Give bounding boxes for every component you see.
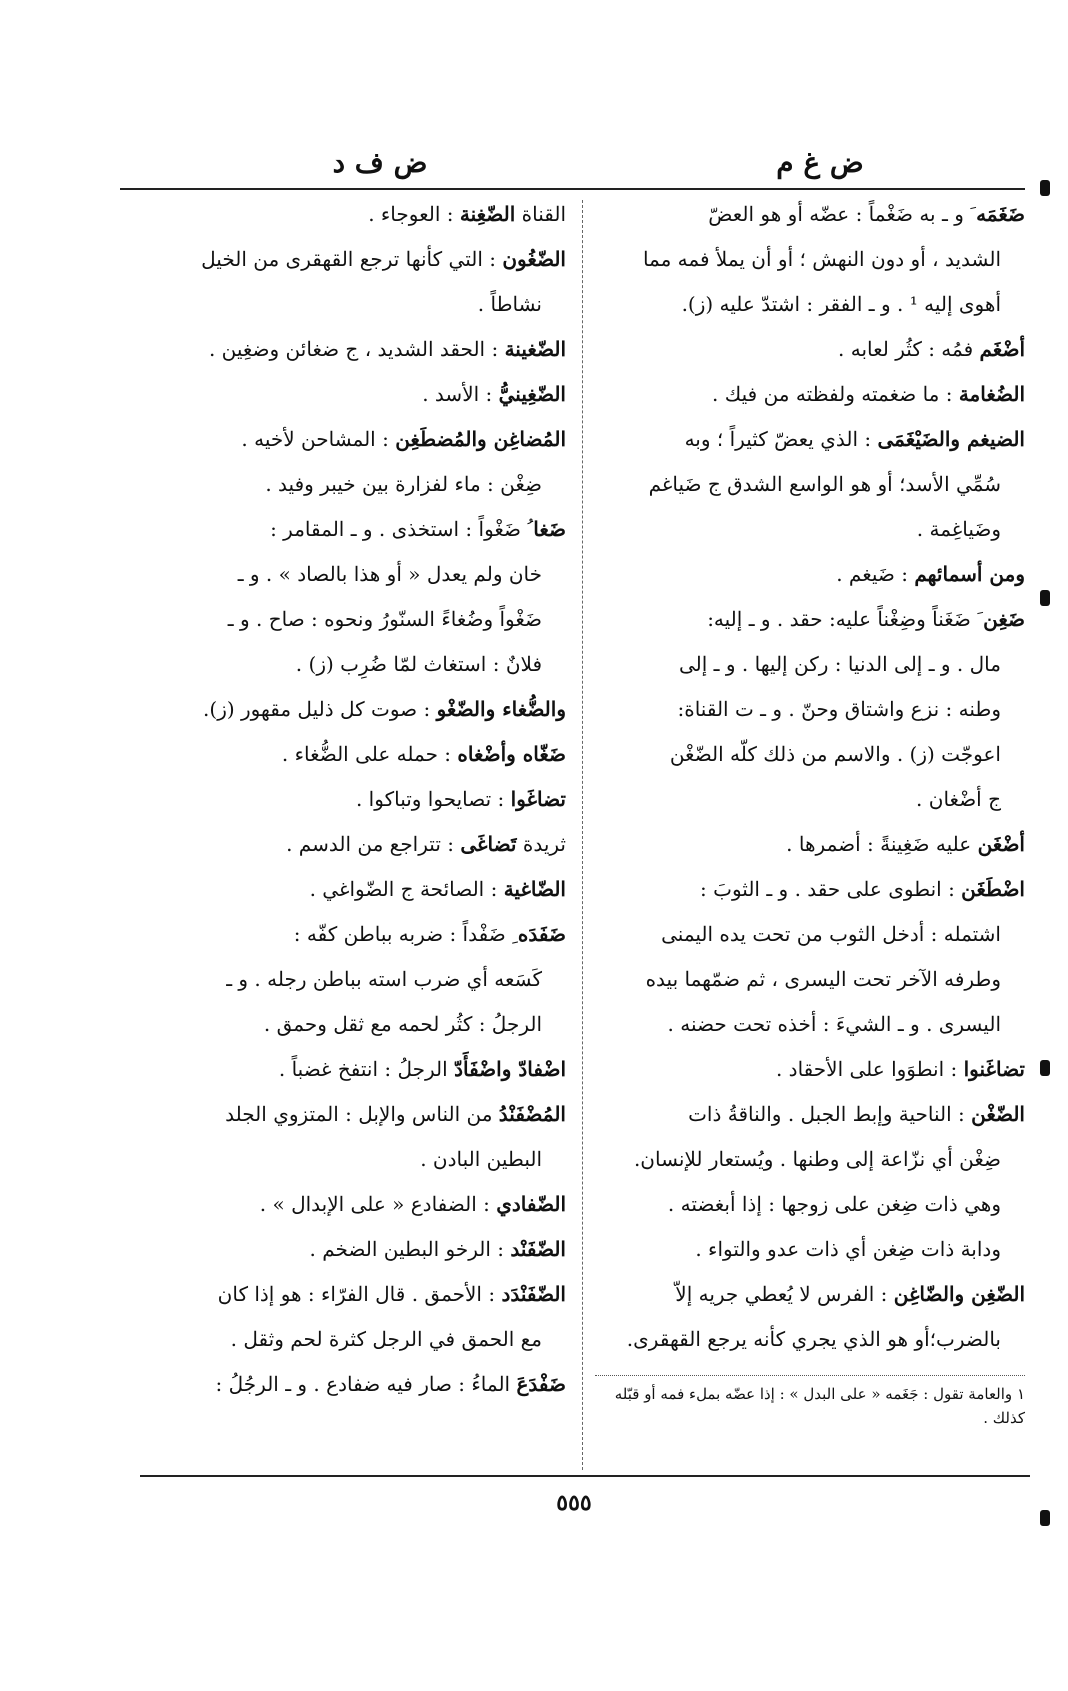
running-header-left: ض ف د [332,146,428,179]
entry-headword: اضْطَغَن [961,877,1025,901]
entry-text: من الناس والإبل : المتزوي الجلد [225,1102,499,1126]
margin-mark [1040,1510,1050,1526]
entry-text: القناة [515,202,566,226]
entry-headword: الضيغم والضَيْغَمَى [877,427,1025,451]
entry-headword: والضُّغاء والضّغْو [436,697,566,721]
entry-line [595,1092,1025,1137]
entry-text: وضَياغِمة . [916,517,1001,541]
entry-headword: الضّغِنة [459,202,516,226]
entry-line [138,192,566,237]
entry-text: : ما ضغمته ولفظته من فيك . [712,382,959,406]
entry-line [595,777,1025,822]
entry-line [595,642,1025,687]
entry-text: َ و ـ به ضَغْماً : عضّه أو هو العضّ [708,202,977,226]
entry-line [138,1047,566,1092]
entry-headword: ضَغّاه وأضْغاه [457,742,566,766]
margin-mark [1040,180,1050,196]
entry-line [595,687,1025,732]
entry-headword: الضّغِينيُّ [498,382,566,406]
entry-line [595,327,1025,372]
entry-headword: الضّغِن والضّاغِن [893,1282,1025,1306]
entry-line [138,777,566,822]
entry-headword: ضَفْدَعَ [516,1372,566,1396]
entry-line [138,1227,566,1272]
entry-text: سُمِّي الأسد؛ أو هو الواسع الشدق ج ضَياغم [648,472,1001,496]
footnote-rule [595,1375,1025,1376]
column-separator [582,200,583,1470]
entry-headword: تَضاغَى [460,832,517,856]
entry-text: الماءُ : صار فيه ضفادع . و ـ الرجُلُ : [215,1372,517,1396]
entry-text: : ضَيغم . [836,562,915,586]
entry-line [595,192,1025,237]
entry-headword: المُضْفَنْدُ [498,1102,566,1126]
right-column [595,192,1025,1362]
entry-text: ودابة ذات ضِغن أي ذات عدو والتواء . [695,1237,1001,1261]
footer-rule [140,1475,1030,1477]
entry-line [595,1227,1025,1272]
entry-line [138,1317,566,1362]
entry-headword: الضّفَنْدَد [501,1282,566,1306]
entry-text: اليسرى . و ـ الشيءَ : أخذه تحت حضنه . [667,1012,1001,1036]
entry-line [138,552,566,597]
entry-text: : المشاحن لأخيه . [241,427,396,451]
running-header-right: ض غ م [776,146,864,179]
entry-text: َ ضَغَناً وضِغْناً عليه: حقد . و ـ إليه: [707,607,984,631]
entry-line [595,237,1025,282]
footnote: ١ والعامة تقول : جَغَمه « على البدل » : إذا عضّه بملء فمه أو قبّله كذلك . [614,1385,1025,1427]
entry-headword: الضّاغية [503,877,566,901]
margin-mark [1040,1060,1050,1076]
entry-headword: ضَغا [533,517,566,541]
entry-line [138,912,566,957]
entry-line [138,327,566,372]
entry-text: ج أضْغان . [916,787,1001,811]
entry-line [595,552,1025,597]
entry-text: الرجلُ : انتفخ غضباً . [278,1057,455,1081]
entry-headword: اضْفادّ واضْفَأَدّ [454,1057,566,1081]
entry-line [595,957,1025,1002]
entry-line [138,732,566,777]
entry-line [138,1362,566,1407]
entry-line [595,822,1025,867]
entry-line [138,237,566,282]
entry-line [595,1137,1025,1182]
entry-text: ضِغْن : ماء لفزارة بين خيبر وفيد . [265,472,542,496]
entry-text: : العوجاء . [368,202,460,226]
entry-text: كَسَعه أي ضرب استه بباطن رجله . و ـ [226,967,542,991]
entry-headword: أضْغَن [977,832,1025,856]
entry-text: مال . و ـ إلى الدنيا : ركن إليها . و ـ إلى [678,652,1001,676]
page-number: ٥٥٥ [556,1490,592,1516]
entry-headword: ضَغَمَه [976,202,1025,226]
entry-line [595,1272,1025,1317]
entry-text: وطرفه الآخر تحت اليسرى ، ثم ضمّهما بيده [645,967,1001,991]
entry-line [138,642,566,687]
entry-line [138,417,566,462]
entry-text: : الناحية وإبط الجبل . والناقةُ ذات [688,1102,972,1126]
entry-text: : التي كأنها ترجع القهقرى من الخيل [201,247,503,271]
entry-text: بالضرب؛أو هو الذي يجري كأنه يرجع القهقرى. [626,1327,1001,1351]
left-column [138,192,566,1407]
entry-headword: أضْغَم [979,337,1025,361]
entry-line [138,507,566,552]
entry-line [595,282,1025,327]
entry-text: : الحقد الشديد ، ج ضغائن وضغِين . [208,337,505,361]
entry-text: البطين البادن . [420,1147,542,1171]
entry-text: خان ولم يعدل « أو هذا بالصاد » . و ـ [237,562,542,586]
entry-line [138,687,566,732]
entry-line [595,417,1025,462]
entry-headword: الضّغْن [971,1102,1025,1126]
entry-text: ِ ضَفْداً : ضربه بباطن كفّه : [293,922,518,946]
entry-text: الشديد ، أو دون النهش ؛ أو أن يملأ فمه مما [642,247,1001,271]
entry-text: عليه ضَغِينةً : أضمرها . [786,832,978,856]
entry-text: : الفرس لا يُعطي جريه إلاّ [675,1282,894,1306]
entry-text: وهي ذات ضِغن على زوجها : إذا أبغضته . [667,1192,1001,1216]
entry-text: : الضفادع « على الإبدال » . [259,1192,497,1216]
entry-line [138,1272,566,1317]
entry-headword: ومن أسمائهم [914,562,1025,586]
entry-text: : الأحمق . قال الفرّاء : هو إذا كان [217,1282,502,1306]
entry-headword: المُضاغِن والمُضطَغِن [395,427,566,451]
entry-line [595,912,1025,957]
entry-headword: تضاغَوا [510,787,566,811]
entry-headword: الضّغينة [504,337,566,361]
entry-line [138,372,566,417]
entry-headword: ضَغِن [983,607,1025,631]
entry-line [138,1182,566,1227]
entry-text: ُ ضَغْواً : استخذى . و ـ المقامر : [270,517,534,541]
entry-text: : الأسد . [422,382,499,406]
entry-line [138,867,566,912]
entry-line [595,462,1025,507]
entry-headword: الضّفَنْد [510,1237,566,1261]
entry-text: الرجلُ : كثُر لحمه مع ثقل وحمق . [263,1012,542,1036]
entry-line [595,732,1025,777]
entry-text: مع الحمق في الرجل كثرة لحم وثقل . [230,1327,542,1351]
entry-line [138,957,566,1002]
entry-headword: الضُغامة [958,382,1025,406]
entry-text: ضِغْن أي نزّاعة إلى وطنها . ويُستعار للإنسان. [633,1147,1001,1171]
entry-text: : تتراجع من الدسم . [286,832,461,856]
entry-line [138,597,566,642]
entry-line [138,462,566,507]
entry-line [595,1317,1025,1362]
entry-text: اشتمله : أدخل الثوب من تحت يده اليمنى [661,922,1001,946]
entry-text: فلانٌ : استغاث لمّا ضُرِب (ز) . [295,652,542,676]
entry-line [595,507,1025,552]
entry-headword: تضاغَنوا [963,1057,1025,1081]
entry-text: : الرخو البطين الضخم . [309,1237,511,1261]
entry-line [138,1137,566,1182]
entry-line [595,597,1025,642]
entry-headword: ضَفَدَه [517,922,566,946]
entry-text: : الذي يعضّ كثيراً ؛ وبه [684,427,878,451]
entry-text: : الصائحة ج الضّواغي . [309,877,504,901]
entry-line [138,822,566,867]
entry-text: اعوجّت (ز) . والاسم من ذلك كلّه الضّغْن [669,742,1001,766]
entry-headword: الضّفادي [496,1192,566,1216]
entry-line [595,1002,1025,1047]
entry-line [595,1182,1025,1227]
margin-mark [1040,590,1050,606]
entry-text: : انطوَوا على الأحقاد . [775,1057,964,1081]
entry-text: وطنه : نزع واشتاق وحنّ . و ـ ت القناة: [677,697,1001,721]
header-rule [120,188,1025,190]
entry-text: : حمله على الضُّغاء . [281,742,458,766]
entry-text: : انطوى على حقد . و ـ الثوبَ : [700,877,962,901]
entry-text: أهوى إليه ¹ . و ـ الفقر : اشتدّ عليه (ز). [681,292,1001,316]
entry-line [138,1092,566,1137]
entry-text: نشاطاً . [477,292,542,316]
entry-line [138,282,566,327]
entry-line [595,372,1025,417]
entry-text: : صوت كل ذليل مقهور (ز). [203,697,437,721]
entry-headword: الضّغُون [502,247,566,271]
entry-line [595,1047,1025,1092]
entry-text: : تصايحوا وتباكوا . [355,787,511,811]
entry-line [138,1002,566,1047]
entry-text: ضَغْواً وضُغاءً السنّورُ ونحوه : صاح . و ـ [227,607,542,631]
entry-text: فمُه : كثُر لعابه . [838,337,980,361]
entry-text: ثريدة [516,832,566,856]
entry-line [595,867,1025,912]
